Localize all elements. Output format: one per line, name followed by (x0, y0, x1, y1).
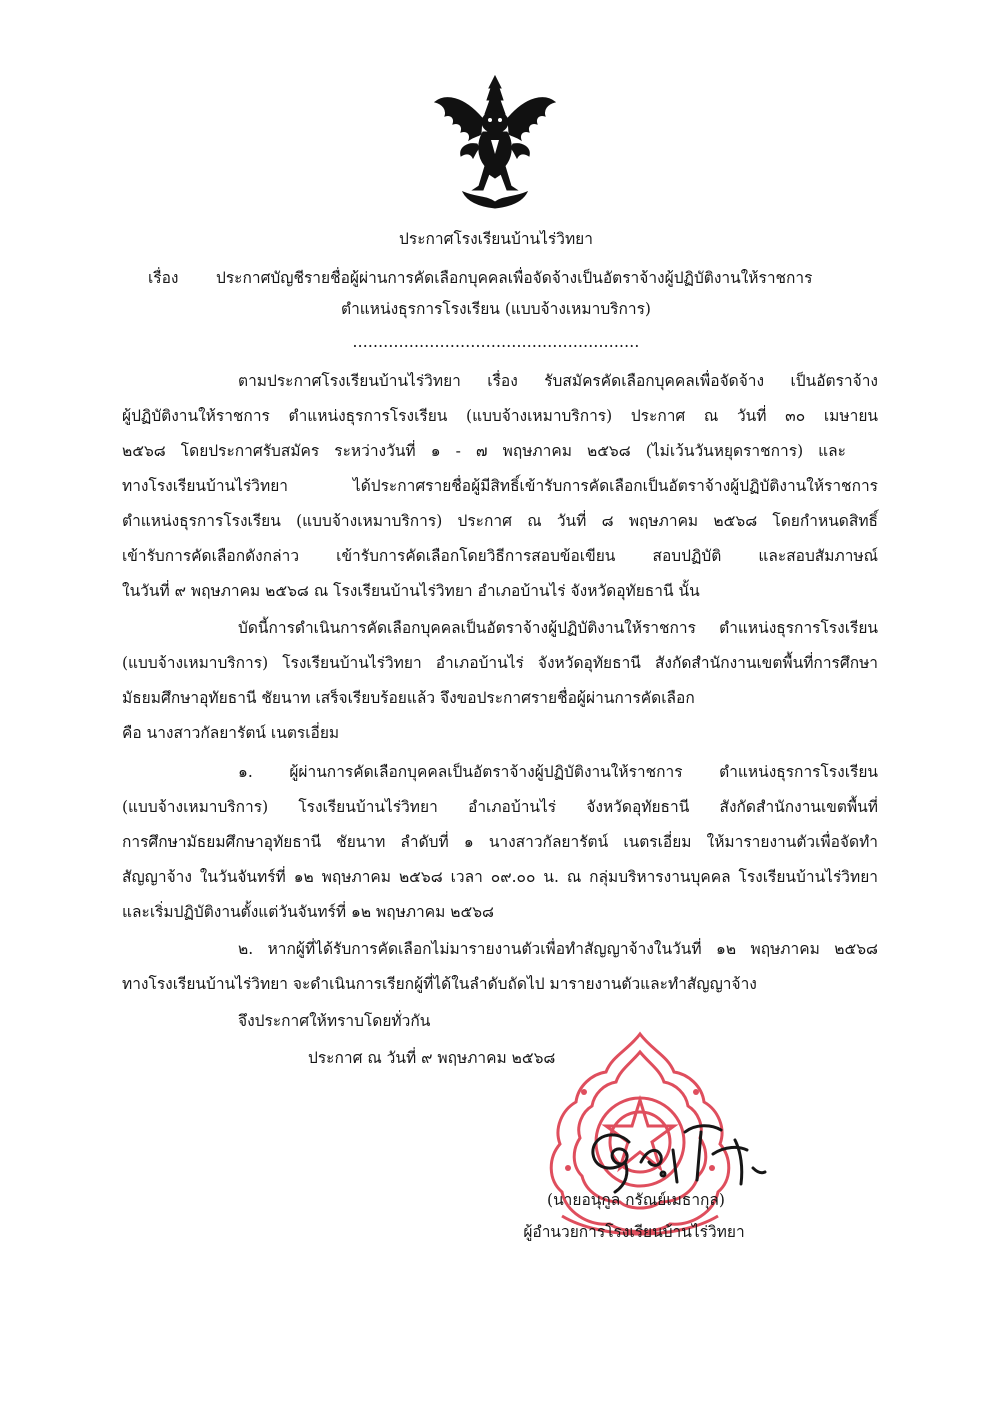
body-line: การศึกษามัธยมศึกษาอุทัยธานี ชัยนาท ลำดับที่ ๑ นางสาวกัลยารัตน์ เนตรเอี่ยม ให้มารายงานตัวเพื่อจัดทำ (122, 833, 878, 851)
body-line: และเริ่มปฏิบัติงานตั้งแต่วันจันทร์ที่ ๑๒ พฤษภาคม ๒๕๖๘ (122, 903, 495, 921)
body-line: ผู้ปฏิบัติงานให้ราชการ ตำแหน่งธุรการโรงเรียน (แบบจ้างเหมาบริการ) ประกาศ ณ วันที่ ๓๐ เมษายน (122, 407, 878, 425)
body-line: ๑. ผู้ผ่านการคัดเลือกบุคคลเป็นอัตราจ้างผู้ปฏิบัติงานให้ราชการ ตำแหน่งธุรการโรงเรียน (238, 763, 878, 781)
announcement-title: ประกาศโรงเรียนบ้านไร่วิทยา (399, 230, 593, 248)
body-line: สัญญาจ้าง ในวันจันทร์ที่ ๑๒ พฤษภาคม ๒๕๖๘ เวลา ๐๙.๐๐ น. ณ กลุ่มบริหารงานบุคคล โรงเรียนบ้านไร่วิทยา (122, 868, 878, 886)
body-line: บัดนี้การดำเนินการคัดเลือกบุคคลเป็นอัตราจ้างผู้ปฏิบัติงานให้ราชการ ตำแหน่งธุรการโรงเรียน (238, 619, 878, 637)
signer-title: ผู้อำนวยการโรงเรียนบ้านไร่วิทยา (523, 1223, 745, 1241)
body-line: (แบบจ้างเหมาบริการ) โรงเรียนบ้านไร่วิทยา อำเภอบ้านไร่ จังหวัดอุทัยธานี สังกัดสำนักงานเขตพื้นที่ (122, 798, 878, 816)
body-line: ๒๕๖๘ โดยประกาศรับสมัคร ระหว่างวันที่ ๑ - ๗ พฤษภาคม ๒๕๖๘ (ไม่เว้นวันหยุดราชการ) และ (122, 442, 846, 460)
body-line: ในวันที่ ๙ พฤษภาคม ๒๕๖๘ ณ โรงเรียนบ้านไร่วิทยา อำเภอบ้านไร่ จังหวัดอุทัยธานี นั้น (122, 582, 700, 600)
subject-label: เรื่อง (148, 269, 179, 287)
body-line: เข้ารับการคัดเลือกดังกล่าว เข้ารับการคัดเลือกโดยวิธีการสอบข้อเขียน สอบปฏิบัติ และสอบสัมภาษณ์ (122, 547, 878, 565)
closing-line: จึงประกาศให้ทราบโดยทั่วกัน (238, 1012, 431, 1030)
body-line: ตำแหน่งธุรการโรงเรียน (แบบจ้างเหมาบริการ) ประกาศ ณ วันที่ ๘ พฤษภาคม ๒๕๖๘ โดยกำหนดสิทธิ์ (122, 512, 878, 530)
garuda-emblem-icon (433, 74, 557, 210)
signature-icon (585, 1110, 773, 1198)
subject-line-2: ตำแหน่งธุรการโรงเรียน (แบบจ้างเหมาบริการ) (341, 300, 651, 318)
body-line: มัธยมศึกษาอุทัยธานี ชัยนาท เสร็จเรียบร้อยแล้ว จึงขอประกาศรายชื่อผู้ผ่านการคัดเลือก (122, 689, 695, 707)
selected-candidate: คือ นางสาวกัลยารัตน์ เนตรเอี่ยม (122, 724, 340, 742)
body-line: ทางโรงเรียนบ้านไร่วิทยา ได้ประกาศรายชื่อผู้มีสิทธิ์เข้ารับการคัดเลือกเป็นอัตราจ้างผู้ปฏิบัติงานให้ราชการ (122, 477, 878, 495)
body-line: ๒. หากผู้ที่ได้รับการคัดเลือกไม่มารายงานตัวเพื่อทำสัญญาจ้างในวันที่ ๑๒ พฤษภาคม ๒๕๖๘ (238, 940, 878, 958)
body-line: ตามประกาศโรงเรียนบ้านไร่วิทยา เรื่อง รับสมัครคัดเลือกบุคคลเพื่อจัดจ้าง เป็นอัตราจ้าง (238, 372, 878, 390)
announcement-date: ประกาศ ณ วันที่ ๙ พฤษภาคม ๒๕๖๘ (308, 1049, 556, 1067)
body-line: ทางโรงเรียนบ้านไร่วิทยา จะดำเนินการเรียกผู้ที่ได้ในลำดับถัดไป มารายงานตัวและทำสัญญาจ้าง (122, 975, 757, 993)
body-line: (แบบจ้างเหมาบริการ) โรงเรียนบ้านไร่วิทยา อำเภอบ้านไร่ จังหวัดอุทัยธานี สังกัดสำนักงานเขตพื้นที่การศึกษา (122, 654, 878, 672)
subject-line-1: ประกาศบัญชีรายชื่อผู้ผ่านการคัดเลือกบุคคลเพื่อจัดจ้างเป็นอัตราจ้างผู้ปฏิบัติงานให้ราชการ (216, 269, 813, 287)
header-divider: ........................................................ (352, 333, 640, 351)
signer-name: (นายอนุกูล กรัณย์เมธากุล) (547, 1191, 725, 1209)
